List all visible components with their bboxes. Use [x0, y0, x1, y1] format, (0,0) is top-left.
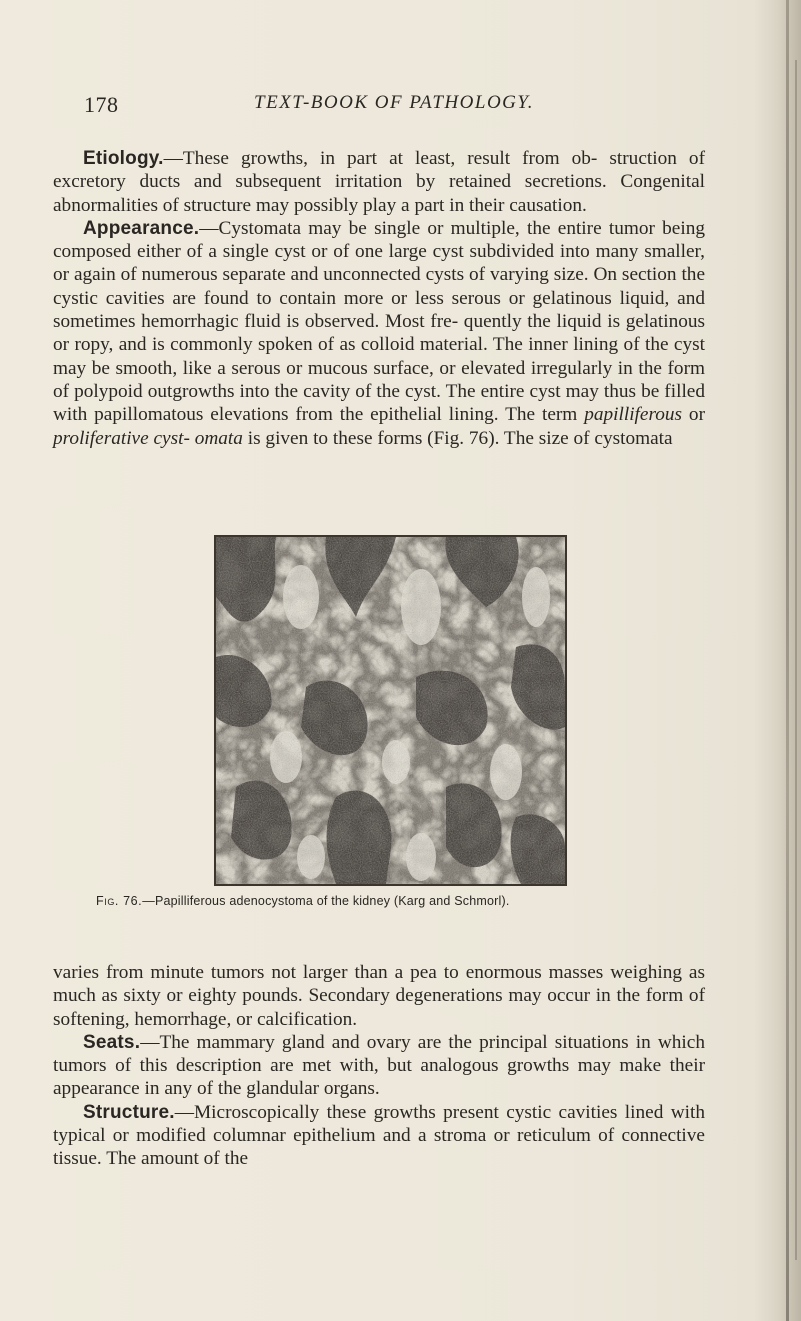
figure-caption: [96, 894, 706, 908]
micrograph-grain: [216, 537, 565, 884]
paragraph-seats: [53, 1031, 705, 1101]
appearance-connector: or: [682, 404, 705, 426]
heading-seats: Seats.: [83, 1031, 141, 1053]
paragraph-structure: [53, 1101, 705, 1171]
seats-body: —The mammary gland and ovary are the principal situations in which tumors of this description are met with, but analogous growths may make their appearance in any of the glandular organs.: [53, 1031, 705, 1100]
appearance-body-1: —Cystomata may be single or multiple, the entire tumor being composed either of a single cyst or of one large cyst subdivided into many smaller, or again of numerous separate and unconnected cysts of varying size. On section the cystic cavities are found to contain more or less serous or gelatinous liquid, and sometimes hemorrhagic fluid is observed. Most fre- quently the liquid is gelatinous or ropy, and is commonly spoken of as colloid material. The inner lining of the cyst may be smooth, like a serous or mucous surface, or elevated irregularly in the form of polypoid outgrowths into the cavity of the cyst. The entire cyst may thus be filled with papillomatous elevations from the epithelial lining. The term: [53, 217, 705, 426]
figure-76-image: [214, 535, 567, 886]
paragraph-appearance-continued: varies from minute tumors not larger than a pea to enormous masses weighing as much as sixty or eighty pounds. Secondary degenerations may occur in the form of softening, hemorrhage, or calcification.: [53, 962, 705, 1030]
figure-label: Fig. 76.: [96, 894, 143, 908]
figure-caption-text: —Papilliferous adenocystoma of the kidney (Karg and Schmorl).: [142, 894, 510, 908]
heading-structure: Structure.: [83, 1101, 175, 1123]
text-block-upper: [53, 147, 705, 450]
text-block-lower: [53, 961, 705, 1171]
micrograph-illustration: [216, 537, 565, 884]
heading-appearance: Appearance.: [83, 217, 200, 239]
structure-body: —Microscopically these growths present cystic cavities lined with typical or modified columnar epithelium and a stroma or reticulum of connective tissue. The amount of the: [53, 1101, 705, 1170]
page-header: [84, 92, 704, 122]
paragraph-appearance: [53, 217, 705, 450]
term-proliferative: proliferative cyst- omata: [53, 427, 243, 449]
page-edge-line-inner: [795, 60, 797, 1260]
page-edge-line: [786, 0, 789, 1321]
etiology-body: —These growths, in part at least, result from ob- struction of excretory ducts and subsequent irritation by retained secretions. Congenital abnormalities of structure may possibly play a part in their causation.: [53, 148, 705, 216]
term-papilliferous: papilliferous: [584, 404, 683, 426]
running-head: TEXT-BOOK OF PATHOLOGY.: [254, 92, 534, 113]
heading-etiology: Etiology.: [83, 148, 164, 169]
page-number: 178: [84, 92, 119, 117]
paragraph-etiology: [53, 147, 705, 217]
appearance-body-2: is given to these forms (Fig. 76). The size of cystomata: [242, 427, 673, 449]
